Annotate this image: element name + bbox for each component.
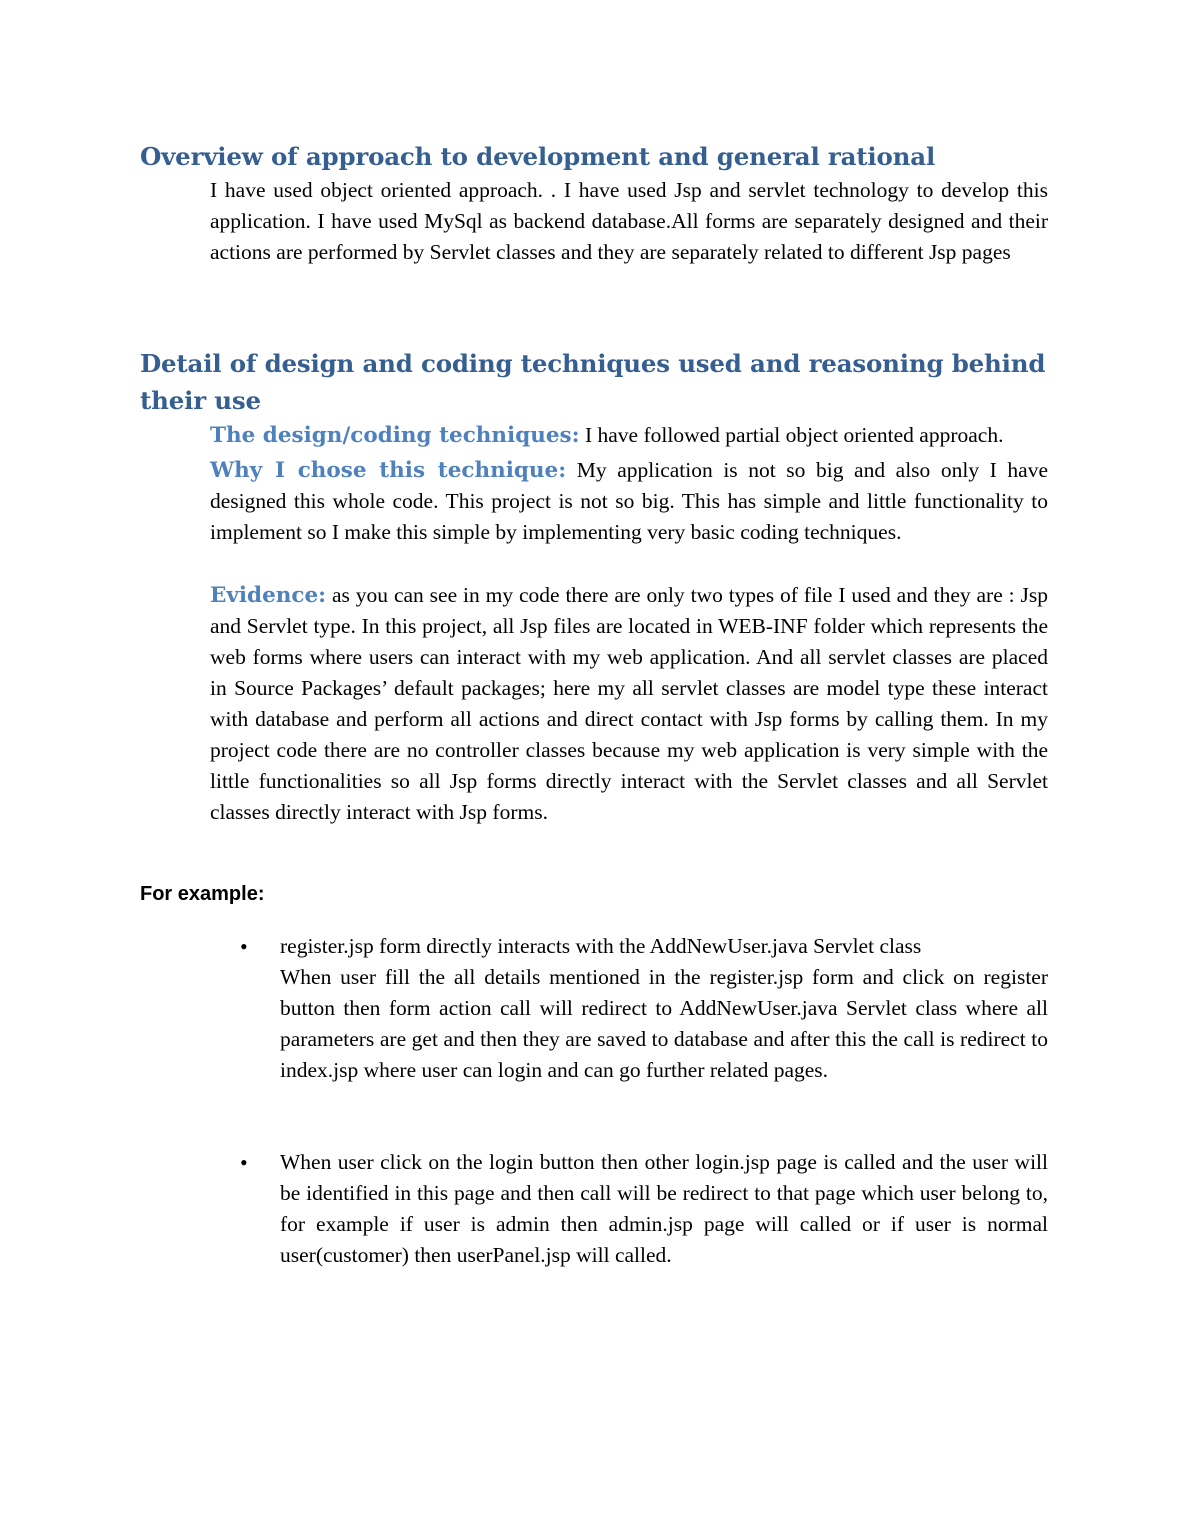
evidence-text: as you can see in my code there are only two types of file I used and they are : Jsp and Servlet type. In this project, all Jsp files are located in WEB-INF folder which represents the web forms where users can interact with my web application. And all servlet classes are placed in Source Packages’ default packages; here my all servlet classes are model type these interact with database and perform all actions and direct contact with Jsp forms by calling them. In my project code there are no controller classes because my web application is very simple with the little functionalities so all Jsp forms directly interact with the Servlet classes and all Servlet classes directly interact with Jsp forms. (210, 583, 1048, 824)
list-item-body: When user click on the login button then other login.jsp page is called and the user will be identified in this page and then call will be redirect to that page which user belong to, for example if user is admin then admin.jsp page will called or if user is normal user(customer) then userPanel.jsp will called. (280, 1150, 1048, 1267)
list-item-text (280, 931, 1048, 1086)
list-item-text (280, 1147, 1048, 1271)
why-label: Why I chose this technique: (210, 458, 567, 483)
list-item-body: When user fill the all details mentioned in the register.jsp form and click on register button then form action call will redirect to AddNewUser.java Servlet class where all parameters are get and then they are saved to database and after this the call is redirect to index.jsp where user can login and can go further related pages. (280, 965, 1048, 1082)
evidence-paragraph (210, 580, 1048, 828)
bullet-icon: • (240, 1150, 248, 1175)
detail-heading: Detail of design and coding techniques used and reasoning behind their use (140, 349, 1046, 415)
techniques-label: The design/coding techniques: (210, 423, 580, 448)
why-paragraph (210, 455, 1048, 548)
evidence-label: Evidence: (210, 583, 327, 608)
list-item-title: register.jsp form directly interacts with the AddNewUser.java Servlet class (280, 934, 922, 958)
why-text: My application is not so big and also only I have designed this whole code. This project is not so big. This has simple and little functionality to implement so I make this simple by implementing very basic coding techniques. (210, 458, 1049, 544)
techniques-text: I have followed partial object oriented approach. (584, 423, 1004, 447)
techniques-paragraph (210, 420, 1048, 451)
overview-heading: Overview of approach to development and general rational (140, 142, 936, 171)
for-example-label: For example: (140, 883, 265, 905)
overview-paragraph: I have used object oriented approach. . I have used Jsp and servlet technology to develop this application. I have used MySql as backend database.All forms are separately designed and their actions are performed by Servlet classes and they are separately related to different Jsp pages (210, 178, 1048, 264)
bullet-icon: • (240, 934, 248, 959)
